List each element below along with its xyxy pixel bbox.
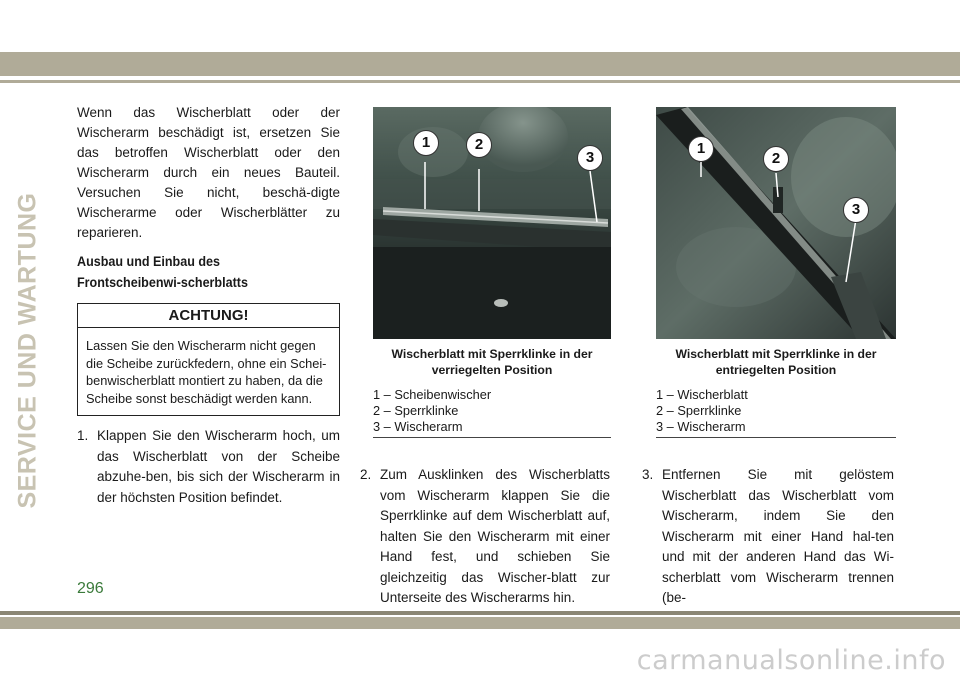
section-side-label bbox=[6, 191, 50, 509]
warning-body: Lassen Sie den Wischerarm nicht gegen die Scheibe zurückfedern, ohne ein Schei-benwischerblatt montiert zu haben, da die Scheibe sonst beschädigt werden kann. bbox=[86, 338, 327, 406]
figure-1-callout-1: 1 bbox=[413, 130, 439, 156]
step-text: Zum Ausklinken des Wischerblatts vom Wischerarm klappen Sie die Sperrklinke auf dem Wischerblatt auf, halten Sie den Wischerarm mit einer Hand fest, und schieben Sie gleichzeitig das Wischer-blatt zur Unterseite des Wischerarms hin. bbox=[380, 467, 610, 605]
header-band bbox=[0, 52, 960, 76]
legend-item: 2 – Sperrklinke bbox=[656, 403, 742, 418]
legend-item: 3 – Wischerarm bbox=[373, 419, 463, 434]
warning-box bbox=[77, 303, 340, 416]
step-1 bbox=[77, 426, 340, 508]
middle-column bbox=[360, 465, 610, 609]
step-text: Klappen Sie den Wischerarm hoch, um das Wischerblatt von der Scheibe abzuhe-ben, bis sich der Wischerarm in der höchsten Position befindet. bbox=[97, 428, 340, 505]
warning-title: ACHTUNG! bbox=[78, 304, 339, 328]
figure-1-legend bbox=[373, 387, 611, 435]
figure-2-rule bbox=[656, 437, 896, 438]
watermark: carmanualsonline.info bbox=[636, 645, 946, 676]
figure-2-callout-2: 2 bbox=[763, 146, 789, 172]
page-number: 296 bbox=[77, 580, 104, 597]
section-heading: Ausbau und Einbau des Frontscheibenwi-scherblatts bbox=[77, 254, 248, 290]
right-column bbox=[642, 465, 894, 609]
legend-item: 1 – Scheibenwischer bbox=[373, 387, 492, 402]
figure-2-caption-line-2: entriegelten Position bbox=[715, 362, 837, 377]
figure-2-callout-3: 3 bbox=[843, 197, 869, 223]
figure-1-rule bbox=[373, 437, 611, 438]
legend-item: 2 – Sperrklinke bbox=[373, 403, 459, 418]
step-number: 1. bbox=[77, 428, 89, 443]
figure-2-callout-1: 1 bbox=[688, 136, 714, 162]
left-column bbox=[77, 103, 340, 508]
figure-2-caption bbox=[656, 347, 896, 378]
figure-1-caption-line-1: Wischerblatt mit Sperrklinke in der bbox=[391, 347, 593, 361]
intro-paragraph: Wenn das Wischerblatt oder der Wischerarm beschädigt ist, ersetzen Sie das betroffen Wischerblatt oder den Wischerarm durch ein neues Bauteil. Versuchen Sie nicht, beschä-digte Wischerarme oder Wischerblätter zu reparieren. bbox=[77, 105, 340, 240]
legend-item: 1 – Wischerblatt bbox=[656, 387, 748, 402]
step-3 bbox=[642, 465, 894, 609]
figure-1-caption bbox=[373, 347, 611, 378]
step-number: 3. bbox=[642, 467, 654, 482]
legend-item: 3 – Wischerarm bbox=[656, 419, 746, 434]
figure-1-photo bbox=[373, 107, 611, 339]
step-2 bbox=[360, 465, 610, 609]
figure-1-caption-line-2: verriegelten Position bbox=[431, 362, 553, 377]
section-side-label-text: SERVICE UND WARTUNG bbox=[13, 191, 42, 509]
footer-rule bbox=[0, 611, 960, 615]
figure-1-callout-2: 2 bbox=[466, 132, 492, 158]
footer-band bbox=[0, 617, 960, 629]
figure-2-legend bbox=[656, 387, 896, 435]
figure-1-callout-3: 3 bbox=[577, 145, 603, 171]
step-number: 2. bbox=[360, 467, 372, 482]
step-text: Entfernen Sie mit gelöstem Wischerblatt das Wischerblatt vom Wischerarm, indem Sie den Wischerarm mit einer Hand hal-ten und mit der anderen Hand das Wi-scherblatt vom Wischerarm trennen (be- bbox=[662, 467, 894, 605]
header-rule bbox=[0, 80, 960, 83]
figure-2-caption-line-1: Wischerblatt mit Sperrklinke in der bbox=[675, 347, 877, 361]
